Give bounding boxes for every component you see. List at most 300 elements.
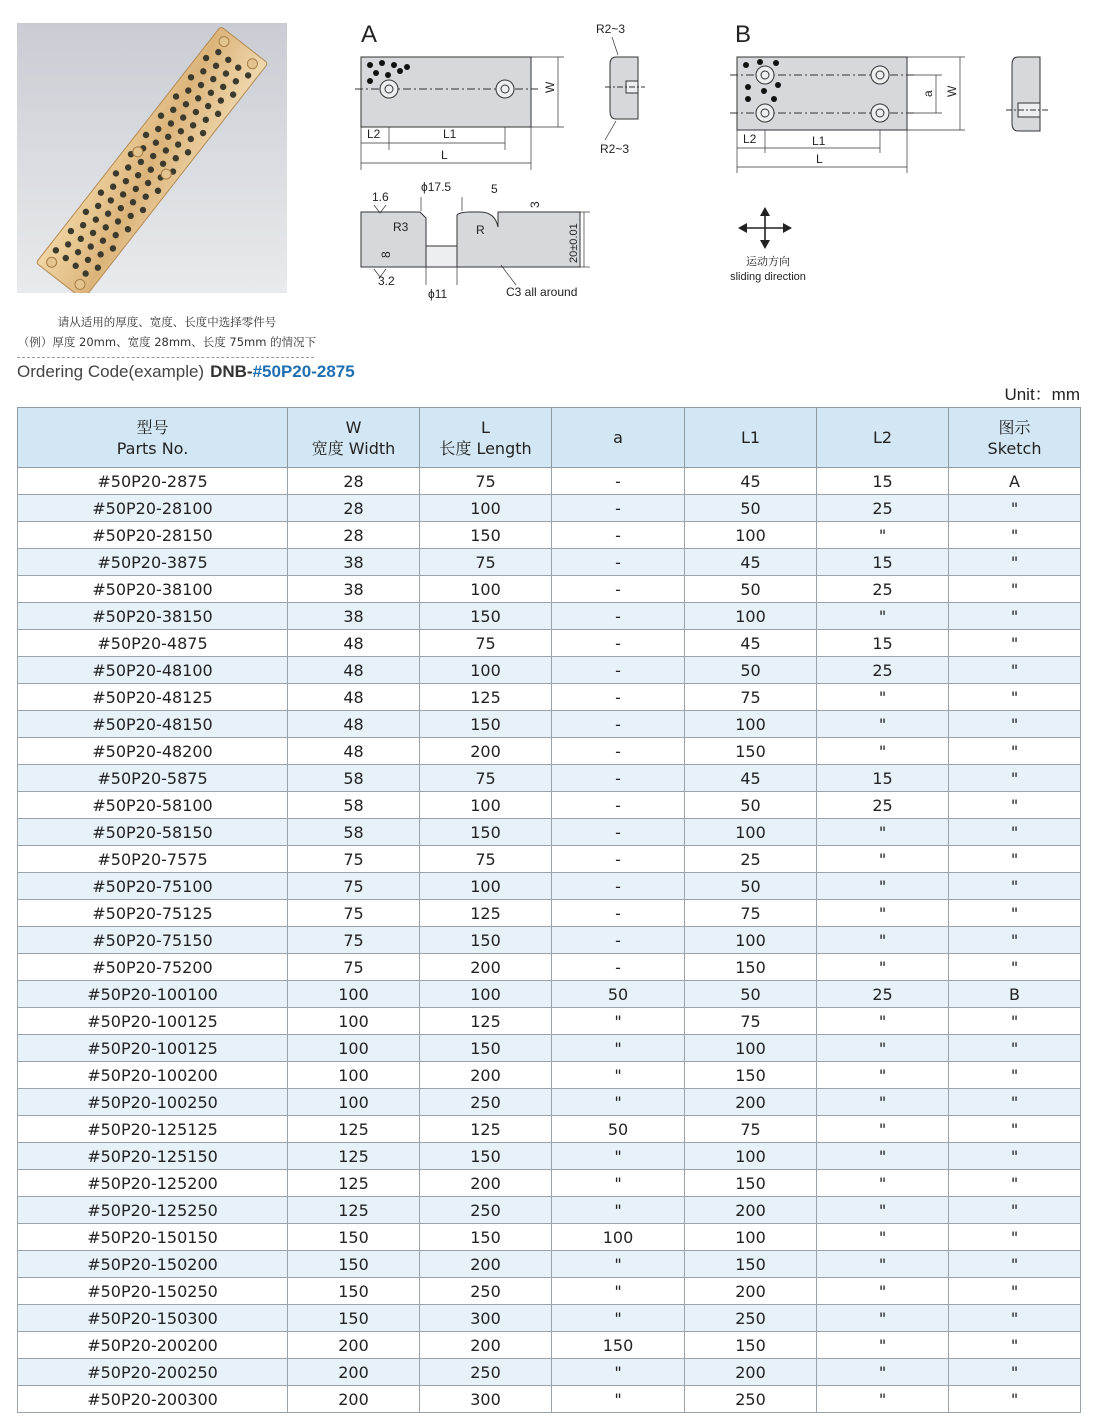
cell-parts-no: #50P20-48100 [18,657,288,684]
radius-r3: R3 [393,220,409,234]
sketch-b-w: W [945,85,959,97]
table-row [18,1062,1081,1089]
cell-l2: " [817,1197,949,1224]
cell-l2: " [817,873,949,900]
cell-length: 200 [420,1062,552,1089]
header-parts-no-primary: 型号 [136,417,169,437]
header-width-secondary: 宽度 Width [311,438,396,458]
cell-a: - [552,576,685,603]
ordering-code [17,362,355,382]
cell-parts-no: #50P20-150300 [18,1305,288,1332]
cell-sketch: " [949,1008,1081,1035]
cell-l2: " [817,738,949,765]
header-sketch-primary: 图示 [998,417,1031,437]
cell-length: 150 [420,522,552,549]
cell-length: 150 [420,711,552,738]
selection-note [17,312,317,352]
cell-length: 100 [420,792,552,819]
cell-a: " [552,1143,685,1170]
cell-width: 48 [288,657,420,684]
cell-sketch: " [949,1332,1081,1359]
cell-l1: 75 [685,1116,817,1143]
cell-l2: " [817,1062,949,1089]
cell-a: " [552,1035,685,1062]
cell-length: 200 [420,1251,552,1278]
cell-l1: 150 [685,1170,817,1197]
cell-sketch: " [949,819,1081,846]
table-row [18,819,1081,846]
table-row [18,657,1081,684]
cell-parts-no: #50P20-5875 [18,765,288,792]
product-photo [17,23,287,293]
cell-parts-no: #50P20-48200 [18,738,288,765]
cell-length: 250 [420,1197,552,1224]
cell-l2: " [817,603,949,630]
table-row [18,765,1081,792]
cell-l2: " [817,1035,949,1062]
table-row [18,792,1081,819]
cell-length: 75 [420,765,552,792]
table-row [18,711,1081,738]
sketch-a-l2: L2 [367,127,381,141]
cell-sketch: " [949,657,1081,684]
cell-sketch: " [949,1359,1081,1386]
cell-sketch: " [949,576,1081,603]
sketch-b-l1: L1 [812,134,826,148]
cell-l2: 15 [817,468,949,495]
cell-a: - [552,630,685,657]
cell-width: 75 [288,954,420,981]
cell-l1: 250 [685,1386,817,1413]
cell-width: 48 [288,738,420,765]
cell-l2: 25 [817,981,949,1008]
table-row [18,900,1081,927]
table-row [18,846,1081,873]
cell-length: 150 [420,927,552,954]
cell-l1: 50 [685,873,817,900]
cell-width: 28 [288,468,420,495]
cell-width: 58 [288,765,420,792]
cell-sketch: " [949,765,1081,792]
cell-parts-no: #50P20-48125 [18,684,288,711]
table-row [18,468,1081,495]
cell-l1: 50 [685,792,817,819]
cell-sketch: A [949,468,1081,495]
sliding-direction-en: sliding direction [730,271,806,283]
cell-parts-no: #50P20-48150 [18,711,288,738]
cell-a: 100 [552,1224,685,1251]
cell-width: 150 [288,1251,420,1278]
header-l2-secondary: L2 [872,428,893,447]
cell-a: - [552,738,685,765]
cell-length: 150 [420,819,552,846]
table-row [18,549,1081,576]
cell-width: 28 [288,522,420,549]
table-row [18,1332,1081,1359]
cell-length: 150 [420,603,552,630]
header-sketch [949,408,1081,468]
sketch-a-r23-bottom: R2~3 [600,142,630,156]
table-row [18,1116,1081,1143]
cell-width: 100 [288,1089,420,1116]
cell-length: 300 [420,1386,552,1413]
cell-parts-no: #50P20-125150 [18,1143,288,1170]
header-a-secondary: a [613,428,623,447]
cell-l2: " [817,1251,949,1278]
table-row [18,495,1081,522]
radius-r: R [476,223,485,237]
sketch-a-l: L [441,148,448,162]
cell-a: " [552,1278,685,1305]
cell-width: 48 [288,630,420,657]
cell-a: 50 [552,1116,685,1143]
cell-l2: 25 [817,576,949,603]
cell-sketch: " [949,1170,1081,1197]
cell-parts-no: #50P20-58150 [18,819,288,846]
dim-3: 3 [528,201,542,208]
cell-parts-no: #50P20-4875 [18,630,288,657]
cell-l2: " [817,819,949,846]
table-row [18,684,1081,711]
dim-8: 8 [379,251,393,258]
cell-sketch: " [949,792,1081,819]
cell-l1: 150 [685,738,817,765]
cell-sketch: " [949,495,1081,522]
cell-l2: " [817,1278,949,1305]
cell-l1: 100 [685,522,817,549]
cell-width: 125 [288,1197,420,1224]
cell-parts-no: #50P20-200300 [18,1386,288,1413]
table-body [18,468,1081,1413]
cell-width: 200 [288,1359,420,1386]
cell-parts-no: #50P20-38100 [18,576,288,603]
cell-width: 38 [288,576,420,603]
cell-l2: " [817,1332,949,1359]
sketch-b-l2: L2 [743,132,757,146]
cell-l2: " [817,1305,949,1332]
header-parts-no [18,408,288,468]
cell-a: - [552,873,685,900]
cell-width: 48 [288,684,420,711]
cell-length: 250 [420,1278,552,1305]
table-row [18,576,1081,603]
table-header-row [18,408,1081,468]
cell-l1: 200 [685,1278,817,1305]
cell-width: 38 [288,603,420,630]
cell-sketch: " [949,927,1081,954]
cell-l1: 100 [685,1143,817,1170]
cell-a: - [552,684,685,711]
sketch-b-a: a [921,90,935,97]
cell-l2: " [817,1359,949,1386]
cell-parts-no: #50P20-58100 [18,792,288,819]
cell-parts-no: #50P20-2875 [18,468,288,495]
sketch-a-l1: L1 [443,127,457,141]
sketch-a-w: W [543,81,557,93]
sliding-direction-cn: 运动方向 [746,256,790,268]
cell-l2: " [817,1224,949,1251]
cell-a: " [552,1008,685,1035]
note-line-1: 请从适用的厚度、宽度、长度中选择零件号 [57,315,277,329]
cell-a: - [552,954,685,981]
cell-sketch: " [949,1062,1081,1089]
header-length-primary: L [481,417,490,437]
cell-parts-no: #50P20-28150 [18,522,288,549]
cell-parts-no: #50P20-125250 [18,1197,288,1224]
cell-sketch: " [949,1089,1081,1116]
cell-sketch: " [949,1278,1081,1305]
cell-width: 75 [288,927,420,954]
cell-l2: " [817,711,949,738]
cell-length: 125 [420,900,552,927]
spec-table [17,407,1081,1413]
cell-l1: 100 [685,711,817,738]
cell-l1: 25 [685,846,817,873]
cell-l1: 200 [685,1197,817,1224]
cell-a: " [552,1305,685,1332]
cell-length: 125 [420,684,552,711]
cell-parts-no: #50P20-7575 [18,846,288,873]
cell-parts-no: #50P20-75150 [18,927,288,954]
cell-l1: 45 [685,549,817,576]
cell-width: 100 [288,1062,420,1089]
cell-l2: " [817,927,949,954]
cell-l1: 250 [685,1305,817,1332]
cell-l1: 150 [685,954,817,981]
cell-parts-no: #50P20-150150 [18,1224,288,1251]
cell-l1: 100 [685,1224,817,1251]
header-a [552,408,685,468]
cell-parts-no: #50P20-100125 [18,1035,288,1062]
cell-length: 200 [420,1170,552,1197]
cell-width: 58 [288,819,420,846]
roughness-1-6: 1.6 [372,190,389,204]
sketch-a [355,21,645,170]
c3-note: C3 all around [506,285,578,299]
divider [17,357,314,358]
cell-length: 125 [420,1116,552,1143]
cell-length: 150 [420,1143,552,1170]
cell-sketch: " [949,1386,1081,1413]
cell-length: 100 [420,657,552,684]
cell-length: 100 [420,981,552,1008]
cell-a: " [552,1062,685,1089]
cell-a: - [552,603,685,630]
cell-parts-no: #50P20-100125 [18,1008,288,1035]
cell-l1: 45 [685,630,817,657]
cell-length: 250 [420,1359,552,1386]
header-width-primary: W [345,417,362,437]
table-row [18,1035,1081,1062]
cell-sketch: " [949,900,1081,927]
cell-parts-no: #50P20-200250 [18,1359,288,1386]
ordering-code-value: #50P20-2875 [252,362,355,381]
cell-a: " [552,1251,685,1278]
header-sketch-secondary: Sketch [987,438,1042,458]
cell-parts-no: #50P20-75200 [18,954,288,981]
cell-a: - [552,792,685,819]
table-row [18,1251,1081,1278]
table-row [18,1359,1081,1386]
cell-sketch: B [949,981,1081,1008]
cell-a: - [552,711,685,738]
table-row [18,738,1081,765]
table-row [18,1224,1081,1251]
note-line-2: （例）厚度 20mm、宽度 28mm、长度 75mm 的情况下 [17,335,317,349]
cell-sketch: " [949,1143,1081,1170]
cell-l2: 25 [817,792,949,819]
cell-length: 100 [420,873,552,900]
cell-sketch: " [949,1224,1081,1251]
cell-width: 100 [288,981,420,1008]
cell-a: - [552,522,685,549]
cell-length: 250 [420,1089,552,1116]
cell-l2: " [817,954,949,981]
phi-11: ϕ11 [428,287,448,301]
cell-a: " [552,1197,685,1224]
cell-sketch: " [949,1035,1081,1062]
cell-parts-no: #50P20-38150 [18,603,288,630]
cell-width: 75 [288,900,420,927]
cell-l2: " [817,1008,949,1035]
table-row [18,1305,1081,1332]
phi-17-5: ϕ17.5 [421,180,452,194]
table-row [18,1143,1081,1170]
cell-a: " [552,1359,685,1386]
cell-l2: 15 [817,765,949,792]
cell-l1: 200 [685,1089,817,1116]
cell-width: 58 [288,792,420,819]
cell-length: 100 [420,576,552,603]
cell-length: 200 [420,1332,552,1359]
cell-sketch: " [949,549,1081,576]
cell-l2: " [817,1386,949,1413]
cell-l2: 25 [817,495,949,522]
cell-width: 150 [288,1305,420,1332]
cell-parts-no: #50P20-28100 [18,495,288,522]
cell-a: 150 [552,1332,685,1359]
cell-sketch: " [949,711,1081,738]
cell-width: 125 [288,1143,420,1170]
cell-length: 75 [420,549,552,576]
header-length [420,408,552,468]
header-l1-secondary: L1 [740,428,761,447]
cell-length: 75 [420,846,552,873]
cell-width: 100 [288,1035,420,1062]
header-length-secondary: 长度 Length [439,438,532,458]
cell-sketch: " [949,684,1081,711]
table-row [18,873,1081,900]
header-l1 [685,408,817,468]
cell-l1: 100 [685,927,817,954]
cell-width: 200 [288,1332,420,1359]
cell-width: 125 [288,1116,420,1143]
cell-a: " [552,1089,685,1116]
cell-sketch: " [949,630,1081,657]
sketch-a-label: A [361,21,378,48]
cell-parts-no: #50P20-125200 [18,1170,288,1197]
cell-sketch: " [949,1197,1081,1224]
cell-width: 75 [288,846,420,873]
cell-a: 50 [552,981,685,1008]
cell-parts-no: #50P20-200200 [18,1332,288,1359]
cell-a: - [552,846,685,873]
cell-parts-no: #50P20-100250 [18,1089,288,1116]
cell-a: " [552,1386,685,1413]
table-row [18,954,1081,981]
cell-l1: 75 [685,900,817,927]
cell-parts-no: #50P20-100100 [18,981,288,1008]
dim-5: 5 [491,182,498,196]
cell-l1: 200 [685,1359,817,1386]
sketch-b-l: L [816,152,823,166]
unit-label: Unit：mm [1004,385,1080,404]
cell-parts-no: #50P20-3875 [18,549,288,576]
cell-length: 150 [420,1035,552,1062]
cell-sketch: " [949,603,1081,630]
cell-sketch: " [949,1116,1081,1143]
table-row [18,1008,1081,1035]
cell-parts-no: #50P20-150200 [18,1251,288,1278]
ordering-code-prefix: DNB- [210,362,253,381]
cell-l1: 50 [685,657,817,684]
cell-l2: " [817,1089,949,1116]
cell-width: 150 [288,1224,420,1251]
cell-width: 75 [288,873,420,900]
cell-l1: 100 [685,1035,817,1062]
cell-l1: 45 [685,468,817,495]
sketch-b [730,21,1048,173]
cell-width: 200 [288,1386,420,1413]
cell-l2: " [817,900,949,927]
header-l2 [817,408,949,468]
cell-sketch: " [949,738,1081,765]
cell-l2: " [817,1170,949,1197]
cell-l2: " [817,846,949,873]
cell-a: - [552,468,685,495]
cell-l1: 50 [685,981,817,1008]
cell-width: 28 [288,495,420,522]
cell-parts-no: #50P20-100200 [18,1062,288,1089]
cell-length: 75 [420,630,552,657]
header-parts-no-secondary: Parts No. [116,438,189,458]
cell-l1: 75 [685,684,817,711]
cell-l1: 75 [685,1008,817,1035]
cell-a: - [552,900,685,927]
roughness-3-2: 3.2 [378,274,395,288]
cell-l1: 45 [685,765,817,792]
cell-sketch: " [949,522,1081,549]
cell-l1: 100 [685,603,817,630]
cell-l2: 15 [817,630,949,657]
cell-sketch: " [949,873,1081,900]
cell-length: 75 [420,468,552,495]
table-row [18,1278,1081,1305]
cell-l2: " [817,522,949,549]
table-row [18,1197,1081,1224]
cell-length: 200 [420,954,552,981]
cell-length: 300 [420,1305,552,1332]
table-row [18,1386,1081,1413]
sliding-direction [730,207,806,283]
sketch-b-label: B [735,21,752,48]
cell-length: 100 [420,495,552,522]
cell-l2: 25 [817,657,949,684]
cell-sketch: " [949,954,1081,981]
cell-l1: 100 [685,819,817,846]
cell-sketch: " [949,1305,1081,1332]
cell-l2: 15 [817,549,949,576]
